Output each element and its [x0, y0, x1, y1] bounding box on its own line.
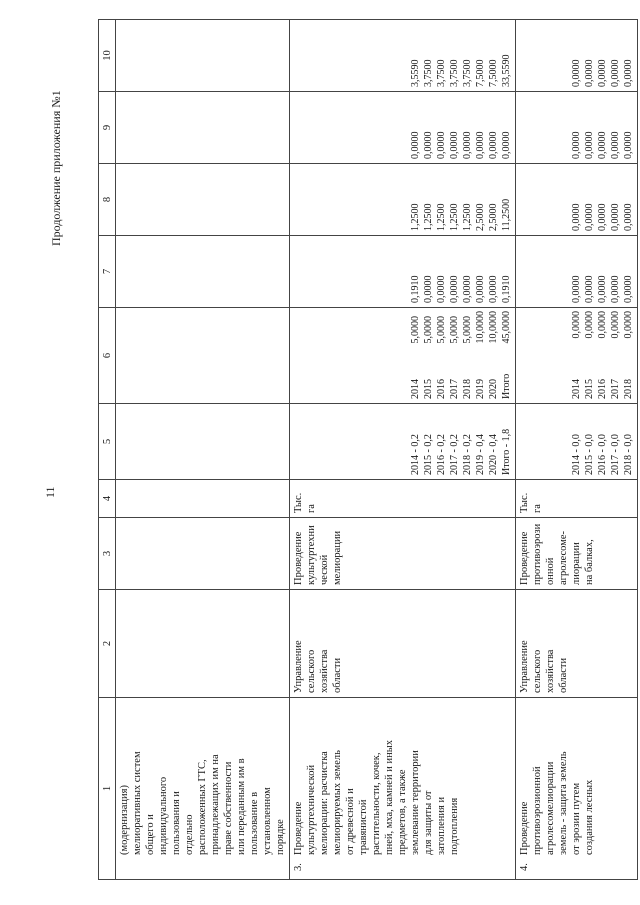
text-line: га	[532, 504, 543, 513]
col-header-4: 4	[99, 480, 116, 518]
text-line: 0,0000	[462, 131, 473, 159]
text-line: 2015 - 0,0	[584, 434, 595, 475]
text-line: 0,0000	[610, 311, 621, 339]
text-line: области	[332, 657, 343, 693]
volume-by-year-cell	[290, 404, 516, 480]
text-line: Итого - 1,8	[501, 428, 512, 475]
text-line: 0,0000	[436, 131, 447, 159]
text-line: мелиорации: расчистка	[319, 751, 330, 855]
text-line: 0,0000	[501, 131, 512, 159]
text-line: 0,0000	[462, 275, 473, 303]
text-line: культуртехнической	[306, 764, 317, 855]
col10-cell	[516, 20, 638, 92]
text-line: 0,0000	[571, 59, 582, 87]
measure-cell	[516, 698, 638, 880]
col-header-5: 5	[99, 404, 116, 480]
text-line: 2,5000	[488, 203, 499, 231]
text-line: 0,0000	[610, 275, 621, 303]
table-row-continued	[116, 20, 290, 880]
text-line: мелиоративных систем	[132, 751, 143, 855]
text-line: 2015	[423, 379, 434, 399]
text-line: агролесомелиорации	[545, 761, 556, 855]
text-line: области	[558, 657, 569, 693]
text-line: 0,0000	[475, 131, 486, 159]
col9-cell	[290, 92, 516, 164]
text-line: 2018 - 0,0	[623, 434, 634, 475]
text-line: 0,0000	[584, 59, 595, 87]
text-line: противоэрозионной	[532, 766, 543, 855]
text-line: 0,0000	[610, 59, 621, 87]
text-line: 2014	[410, 379, 421, 399]
col-header-10: 10	[99, 20, 116, 92]
text-line: ческой	[319, 554, 330, 585]
text-line: 2,5000	[475, 203, 486, 231]
text-line: 0,0000	[623, 203, 634, 231]
text-line: 0,0000	[597, 59, 608, 87]
text-line: 2016 - 0,2	[436, 434, 447, 475]
text-line: 0,0000	[584, 131, 595, 159]
col10-cell	[290, 20, 516, 92]
text-line: 2019	[475, 379, 486, 399]
text-line: 2017	[449, 379, 460, 399]
text-line: Управление	[519, 640, 530, 693]
text-line: 2020 - 0,4	[488, 434, 499, 475]
text-line: 1,2500	[449, 203, 460, 231]
col7-cell	[516, 236, 638, 308]
text-line: 1,2500	[436, 203, 447, 231]
text-line: принадлежащих им на	[210, 754, 221, 855]
text-line: 5,0000	[436, 316, 447, 344]
measure-text	[292, 701, 461, 875]
text-line: 0,0000	[597, 131, 608, 159]
text-line: 2014	[571, 379, 582, 399]
text-line: 0,0000	[423, 131, 434, 159]
text-line: 2016	[597, 379, 608, 399]
col9-cell	[516, 92, 638, 164]
text-line: лиорации	[571, 542, 582, 585]
text-line: индивидуального	[158, 776, 169, 855]
executor-cell	[290, 590, 516, 698]
text-line: 0,0000	[488, 131, 499, 159]
text-line: порядке	[275, 819, 286, 855]
text-line: 3,7500	[436, 59, 447, 87]
unit-cell	[290, 480, 516, 518]
text-line: 2018	[623, 379, 634, 399]
text-line: отдельно	[184, 814, 195, 855]
text-line: 0,0000	[623, 311, 634, 339]
text-line: Итого	[501, 373, 512, 399]
table-row	[516, 20, 638, 880]
text-line: 10,0000	[488, 311, 499, 344]
text-line: 10,0000	[475, 311, 486, 344]
text-line: 0,0000	[610, 131, 621, 159]
text-line: 2018	[462, 379, 473, 399]
text-line: 2015	[584, 379, 595, 399]
text-line: для защиты от	[423, 790, 434, 855]
volume-by-year-cell	[516, 404, 638, 480]
col-header-2: 2	[99, 590, 116, 698]
text-line: 1,2500	[462, 203, 473, 231]
text-line: от древесной и	[345, 788, 356, 855]
appendix-continuation-header: Продолжение приложения №1	[49, 90, 63, 246]
funding-year-cell	[290, 308, 516, 404]
text-line: создания лесных	[584, 779, 595, 855]
text-line: 5,0000	[423, 316, 434, 344]
text-line: 7,5000	[488, 59, 499, 87]
text-line: (модернизация)	[119, 785, 130, 855]
text-line: 5,0000	[462, 316, 473, 344]
year-list	[409, 374, 513, 399]
text-line: 2014 - 0,2	[410, 434, 421, 475]
continued-measure-text	[118, 701, 287, 875]
col-header-9: 9	[99, 92, 116, 164]
text-line: Тыс.	[519, 492, 530, 513]
text-line: или переданным им в	[236, 758, 247, 855]
text-line: 0,0000	[449, 275, 460, 303]
measure-cell	[290, 698, 516, 880]
text-line: 0,0000	[623, 59, 634, 87]
text-line: 5,0000	[449, 316, 460, 344]
row-number: 4.	[519, 863, 530, 871]
total-list	[409, 311, 513, 344]
col-header-8: 8	[99, 164, 116, 236]
text-line: 2019 - 0,4	[475, 434, 486, 475]
text-line: 0,0000	[597, 275, 608, 303]
activity-cell	[516, 518, 638, 590]
program-measures-table	[98, 19, 638, 880]
row-number: 3.	[293, 863, 304, 871]
text-line: Проведение	[519, 531, 530, 585]
col8-cell	[290, 164, 516, 236]
executor-cell	[516, 590, 638, 698]
text-line: пользование в	[249, 791, 260, 855]
text-line: общего и	[145, 814, 156, 855]
text-line: противоэрози	[532, 523, 543, 585]
text-line: 0,0000	[410, 131, 421, 159]
text-line: Проведение	[293, 801, 304, 855]
text-line: 0,0000	[449, 131, 460, 159]
text-line: 5,0000	[410, 316, 421, 344]
text-line: 0,0000	[584, 203, 595, 231]
column-number-row	[99, 20, 116, 880]
text-line: 1,2500	[423, 203, 434, 231]
text-line: 2017 - 0,0	[610, 434, 621, 475]
text-line: землевание территории	[410, 750, 421, 855]
col-header-6: 6	[99, 308, 116, 404]
col7-cell	[290, 236, 516, 308]
funding-year-cell	[516, 308, 638, 404]
text-line: Проведение	[519, 801, 530, 855]
total-list	[570, 311, 635, 339]
text-line: хозяйства	[545, 649, 556, 693]
text-line: 0,0000	[571, 275, 582, 303]
text-line: растительности, кочек,	[371, 752, 382, 855]
text-line: травянистой	[358, 799, 369, 855]
text-line: праве собственности	[223, 761, 234, 855]
text-line: пней, мха, камней и иных	[384, 740, 395, 855]
unit-cell	[516, 480, 638, 518]
text-line: 1,2500	[410, 203, 421, 231]
activity-cell	[290, 518, 516, 590]
text-line: Управление	[293, 640, 304, 693]
year-list	[570, 379, 635, 399]
text-line: расположенных ГТС,	[197, 759, 208, 855]
col-header-1: 1	[99, 698, 116, 880]
text-line: 7,5000	[475, 59, 486, 87]
text-line: пользования и	[171, 791, 182, 855]
text-line: 2016 - 0,0	[597, 434, 608, 475]
col-header-7: 7	[99, 236, 116, 308]
text-line: 0,0000	[571, 311, 582, 339]
text-line: 0,0000	[571, 203, 582, 231]
text-line: 2014 - 0,0	[571, 434, 582, 475]
text-line: 0,1910	[410, 275, 421, 303]
text-line: 0,0000	[623, 131, 634, 159]
text-line: 0,0000	[475, 275, 486, 303]
text-line: 11,2500	[501, 198, 512, 231]
rotated-table	[98, 20, 634, 880]
text-line: 0,0000	[488, 275, 499, 303]
measure-text	[518, 701, 596, 875]
text-line: 0,0000	[571, 131, 582, 159]
text-line: 3,5590	[410, 59, 421, 87]
text-line: агролесоме-	[558, 530, 569, 585]
text-line: на балках,	[584, 539, 595, 585]
text-line: 33,5590	[501, 54, 512, 87]
text-line: затопления и	[436, 796, 447, 855]
text-line: сельского	[306, 649, 317, 693]
text-line: 0,0000	[584, 311, 595, 339]
text-line: 2016	[436, 379, 447, 399]
text-line: мелиорируемых земель	[332, 750, 343, 855]
text-line: га	[306, 504, 317, 513]
text-line: 0,0000	[584, 275, 595, 303]
col8-cell	[516, 164, 638, 236]
text-line: подтопления	[449, 797, 460, 855]
text-line: 2018 - 0,2	[462, 434, 473, 475]
continued-measure-cell	[116, 698, 290, 880]
text-line: 0,0000	[423, 275, 434, 303]
text-line: предметов, а также	[397, 769, 408, 855]
text-line: земель - защита земель	[558, 751, 569, 855]
text-line: 3,7500	[462, 59, 473, 87]
text-line: 0,0000	[623, 275, 634, 303]
text-line: онной	[545, 557, 556, 585]
text-line: сельского	[532, 649, 543, 693]
text-line: 45,0000	[501, 311, 512, 344]
text-line: 0,0000	[610, 203, 621, 231]
text-line: 0,0000	[597, 203, 608, 231]
text-line: 2020	[488, 379, 499, 399]
table-row	[290, 20, 516, 880]
col-header-3: 3	[99, 518, 116, 590]
text-line: мелиорации	[332, 530, 343, 585]
text-line: от эрозии путем	[571, 782, 582, 855]
text-line: 3,7500	[423, 59, 434, 87]
text-line: 2017 - 0,2	[449, 434, 460, 475]
text-line: 2015 - 0,2	[423, 434, 434, 475]
text-line: 3,7500	[449, 59, 460, 87]
text-line: 0,1910	[501, 275, 512, 303]
text-line: 0,0000	[436, 275, 447, 303]
text-line: Проведение	[293, 531, 304, 585]
text-line: хозяйства	[319, 649, 330, 693]
text-line: 0,0000	[597, 311, 608, 339]
text-line: 2017	[610, 379, 621, 399]
text-line: установленном	[262, 787, 273, 855]
text-line: Тыс.	[293, 492, 304, 513]
text-line: культуртехни	[306, 525, 317, 585]
page-number: 11	[43, 486, 57, 498]
